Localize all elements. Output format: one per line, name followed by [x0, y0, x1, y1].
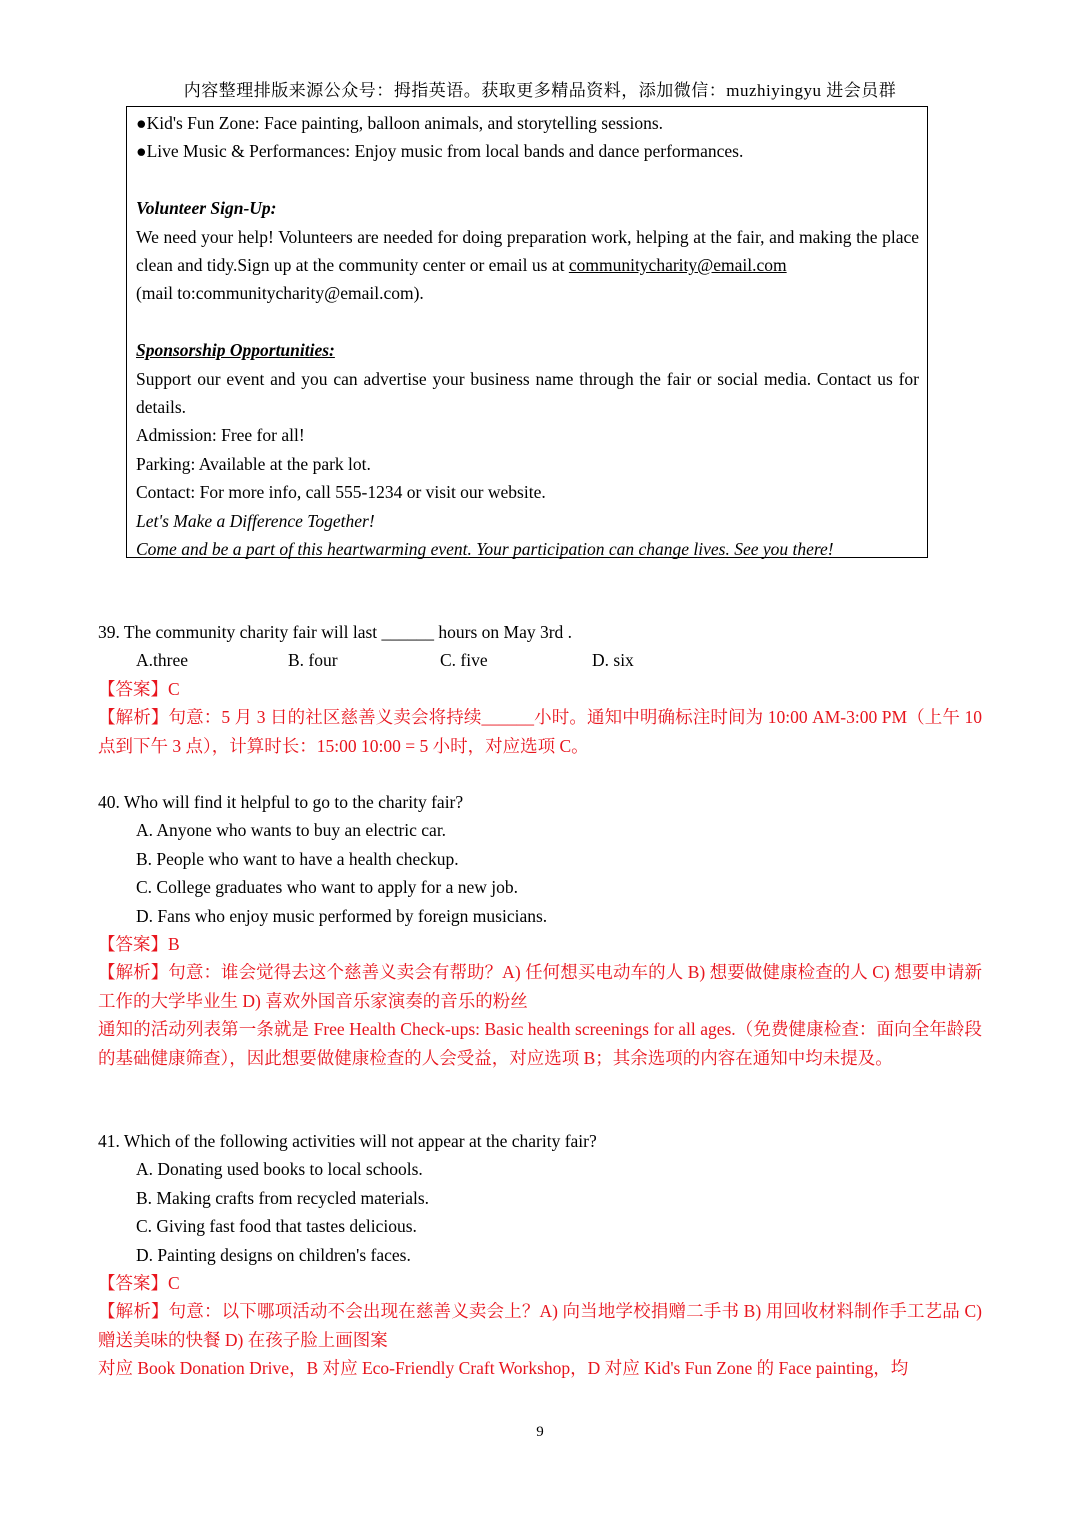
page-header: 内容整理排版来源公众号：拇指英语。获取更多精品资料，添加微信：muzhiyingyu 进会员群	[183, 81, 897, 100]
analysis: 【解析】句意：以下哪项活动不会出现在慈善义卖会上？A) 向当地学校捐赠二手书 B) 用回收材料制作手工艺品 C) 赠送美味的快餐 D) 在孩子脸上画图案	[98, 1301, 982, 1350]
volunteer-heading: Volunteer Sign-Up:	[136, 198, 277, 219]
notice-bullet: ●Live Music & Performances: Enjoy music from local bands and dance performances.	[136, 141, 744, 162]
sponsorship-heading: Sponsorship Opportunities:	[136, 340, 335, 361]
option-b: B. Making crafts from recycled materials.	[136, 1187, 430, 1208]
option-b: B. four	[288, 650, 338, 671]
spacer	[136, 308, 919, 336]
notice-bullet: ●Kid's Fun Zone: Face painting, balloon animals, and storytelling sessions.	[136, 113, 663, 133]
option-c: C. College graduates who want to apply for a new job.	[136, 877, 518, 898]
answer: 【答案】C	[98, 1273, 180, 1294]
analysis: 通知的活动列表第一条就是 Free Health Check-ups: Basic health screenings for all ages.（免费健康检查：面向全年龄段的基础健康筛查），因此想要做健康检查的人会受益，对应选项 B；其余选项的内容在通知中均未提及。	[98, 1019, 982, 1068]
question-41	[98, 1127, 982, 1383]
mail-to-text: (mail to:communitycharity@email.com).	[136, 283, 424, 304]
option-a: A.three	[136, 650, 188, 671]
question-39	[98, 618, 982, 760]
question-stem: 39. The community charity fair will last ______ hours on May 3rd .	[98, 622, 573, 642]
option-b: B. People who want to have a health checkup.	[136, 848, 459, 869]
email-link[interactable]: communitycharity@email.com	[568, 255, 787, 276]
analysis: 【解析】句意：谁会觉得去这个慈善义卖会有帮助？A) 任何想买电动车的人 B) 想要做健康检查的人 C) 想要申请新工作的大学毕业生 D) 喜欢外国音乐家演奏的音乐的粉丝	[98, 962, 982, 1011]
page-number: 9	[536, 1424, 544, 1440]
spacer	[136, 166, 919, 194]
option-d: D. Fans who enjoy music performed by foreign musicians.	[136, 905, 548, 926]
answer: 【答案】B	[98, 934, 180, 955]
parking-text: Parking: Available at the park lot.	[136, 453, 371, 474]
question-40	[98, 788, 982, 1072]
notice-box	[126, 106, 928, 558]
option-d: D. six	[592, 650, 634, 671]
volunteer-body	[136, 223, 919, 280]
answer: 【答案】C	[98, 678, 180, 699]
admission-text: Admission: Free for all!	[136, 425, 305, 446]
closing-line-1: Let's Make a Difference Together!	[136, 510, 375, 531]
sponsorship-body: Support our event and you can advertise your business name through the fair or social media. Contact us for details.	[136, 368, 919, 418]
options-row	[98, 646, 982, 674]
closing-line-2: Come and be a part of this heartwarming event. Your participation can change lives. See you there!	[136, 539, 834, 560]
option-c: C. five	[440, 650, 488, 671]
question-stem: 40. Who will find it helpful to go to the charity fair?	[98, 792, 464, 812]
analysis: 【解析】句意：5 月 3 日的社区慈善义卖会将持续______小时。通知中明确标注时间为 10:00 AM-3:00 PM（上午 10 点到下午 3 点），计算时长：15:00 10:00 = 5 小时，对应选项 C。	[98, 707, 982, 756]
contact-text: Contact: For more info, call 555-1234 or visit our website.	[136, 482, 546, 503]
option-a: A. Anyone who wants to buy an electric car.	[136, 820, 447, 841]
option-a: A. Donating used books to local schools.	[136, 1159, 423, 1180]
option-d: D. Painting designs on children's faces.	[136, 1244, 411, 1265]
analysis: 对应 Book Donation Drive，B 对应 Eco-Friendly Craft Workshop，D 对应 Kid's Fun Zone 的 Face painting，均	[98, 1358, 909, 1379]
option-c: C. Giving fast food that tastes delicious.	[136, 1216, 417, 1237]
volunteer-text: We need your help! Volunteers are needed for doing preparation work, helping at the fair, and making the place clean and tidy.Sign up at the community center or email us at	[136, 226, 919, 276]
question-stem: 41. Which of the following activities will not appear at the charity fair?	[98, 1131, 597, 1151]
